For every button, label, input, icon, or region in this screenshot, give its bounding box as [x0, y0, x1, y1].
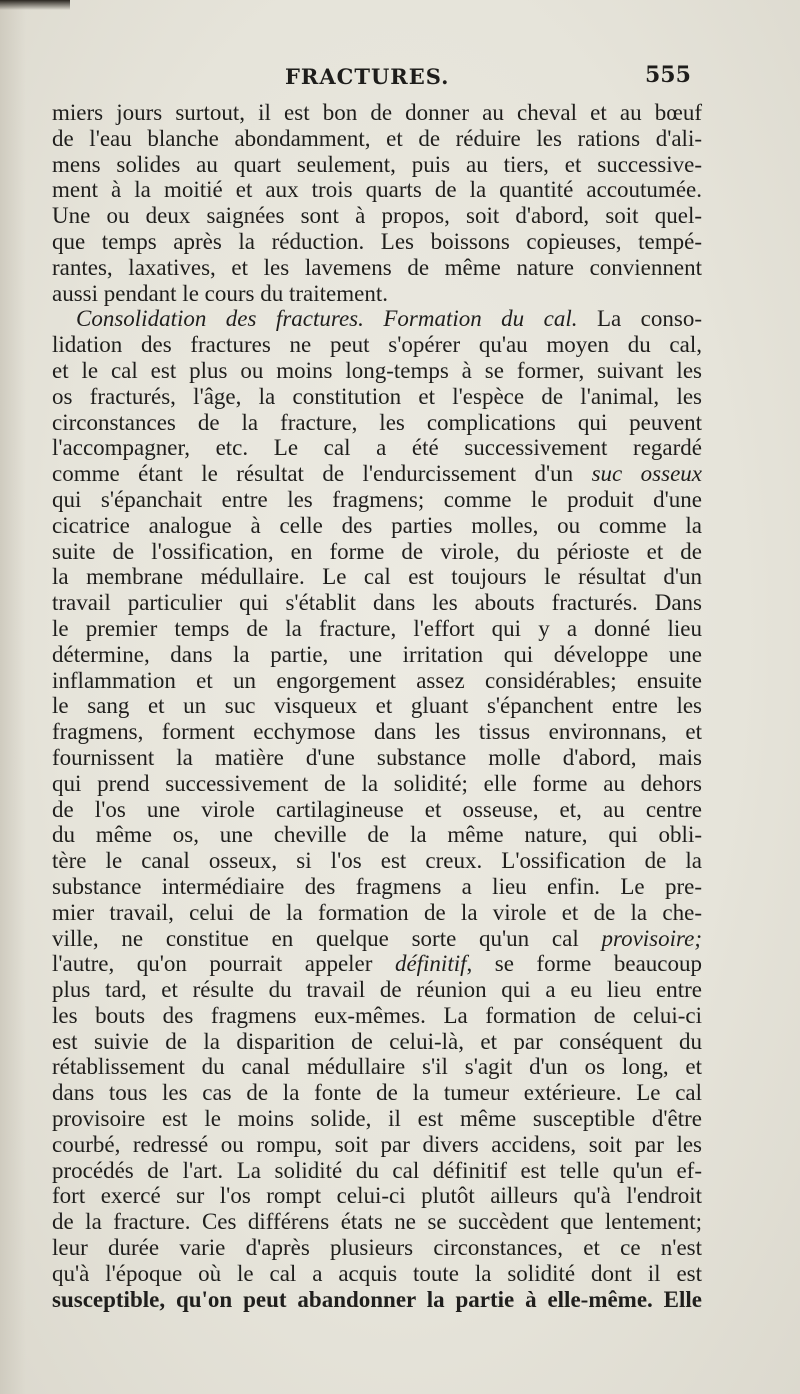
text-segment: qui prend successivement de la solidité; elle forme au dehors	[52, 770, 702, 796]
text-line	[52, 410, 702, 436]
text-segment: mens solides au quart seulement, puis au tiers, et successive-	[52, 151, 702, 177]
text-line	[52, 1132, 702, 1158]
text-line	[52, 358, 702, 384]
text-segment: rantes, laxatives, et les lavemens de même nature conviennent	[52, 254, 702, 280]
text-segment: , se forme beaucoup	[466, 951, 702, 977]
text-segment: que temps après la réduction. Les boissons copieuses, tempé-	[52, 228, 702, 254]
text-segment: suc osseux	[591, 461, 702, 487]
text-segment: rétablissement du canal médullaire s'il s'agit d'un os long, et	[52, 1054, 702, 1080]
text-line	[52, 384, 702, 410]
text-segment: ment à la moitié et aux trois quarts de la quantité accoutumée.	[52, 177, 702, 203]
page-number: 555	[645, 62, 691, 88]
text-segment: comme étant le résultat de l'endurcissement d'un	[52, 461, 592, 487]
text-line	[52, 693, 702, 719]
text-segment: susceptible, qu'on peut abandonner la partie à elle-même. Elle	[52, 1286, 702, 1312]
text-line	[52, 900, 702, 926]
text-segment: le premier temps de la fracture, l'effort qui y a donné lieu	[52, 615, 702, 641]
text-segment: cicatrice analogue à celle des parties molles, ou comme la	[52, 512, 702, 538]
text-segment: l'autre, qu'on pourrait appeler	[52, 951, 395, 977]
text-line	[52, 797, 702, 823]
text-segment: est suivie de la disparition de celui-là, et par conséquent du	[52, 1028, 702, 1054]
text-segment: courbé, redressé ou rompu, soit par divers accidens, soit par les	[52, 1131, 702, 1157]
text-segment: Consolidation des fractures. Formation du cal.	[76, 306, 578, 332]
text-line	[52, 642, 702, 668]
text-line	[52, 1054, 702, 1080]
text-segment: tère le canal osseux, si l'os est creux. L'ossification de la	[52, 848, 702, 874]
text-segment: substance intermédiaire des fragmens a lieu enfin. Le pre-	[52, 873, 702, 899]
text-segment: plus tard, et résulte du travail de réunion qui a eu lieu entre	[52, 977, 702, 1003]
text-segment: fragmens, forment ecchymose dans les tissus environnans, et	[52, 719, 702, 745]
text-segment: dans tous les cas de la fonte de la tumeur extérieure. Le cal	[52, 1080, 702, 1106]
text-line	[52, 745, 702, 771]
text-segment: provisoire;	[601, 925, 702, 951]
text-line	[52, 668, 702, 694]
text-line	[52, 564, 702, 590]
text-line	[52, 1029, 702, 1055]
text-segment: détermine, dans la partie, une irritation qui développe une	[52, 641, 702, 667]
text-line	[52, 255, 702, 281]
text-line	[52, 719, 702, 745]
text-segment: lidation des fractures ne peut s'opérer qu'au moyen du cal,	[52, 332, 702, 358]
text-segment: provisoire est le moins solide, il est même susceptible d'être	[52, 1106, 702, 1132]
text-line	[52, 1235, 702, 1261]
text-line	[52, 848, 702, 874]
text-line	[52, 152, 702, 178]
running-title: FRACTURES.	[285, 64, 450, 89]
page-corner-shadow	[0, 0, 70, 10]
text-segment: l'accompagner, etc. Le cal a été successivement regardé	[52, 435, 702, 461]
text-line	[52, 461, 702, 487]
text-segment: La conso-	[577, 306, 702, 332]
text-line	[52, 1209, 702, 1235]
text-line	[52, 590, 702, 616]
text-segment: la membrane médullaire. Le cal est toujours le résultat d'un	[52, 564, 702, 590]
text-line	[52, 100, 702, 126]
text-line	[52, 1106, 702, 1132]
text-line	[52, 229, 702, 255]
text-segment: suite de l'ossification, en forme de virole, du périoste et de	[52, 538, 702, 564]
page-gutter-shadow	[0, 0, 26, 1394]
text-line	[52, 951, 702, 977]
text-line	[52, 513, 702, 539]
text-segment: ville, ne constitue en quelque sorte qu'un cal	[52, 925, 602, 951]
body-text	[52, 100, 702, 1312]
text-line	[52, 1183, 702, 1209]
text-line	[52, 306, 702, 332]
text-segment: de l'eau blanche abondamment, et de réduire les rations d'ali-	[52, 125, 702, 151]
text-line	[52, 126, 702, 152]
page-header	[0, 58, 800, 98]
text-line	[52, 1261, 702, 1287]
text-line	[52, 977, 702, 1003]
text-line	[52, 616, 702, 642]
text-segment: travail particulier qui s'établit dans les abouts fracturés. Dans	[52, 590, 702, 616]
text-line	[52, 1080, 702, 1106]
text-segment: leur durée varie d'après plusieurs circonstances, et ce n'est	[52, 1235, 702, 1261]
text-segment: de l'os une virole cartilagineuse et osseuse, et, au centre	[52, 796, 702, 822]
text-segment: qu'à l'époque où le cal a acquis toute la solidité dont il est	[52, 1260, 702, 1286]
text-line	[52, 1287, 702, 1313]
text-segment: procédés de l'art. La solidité du cal définitif est telle qu'un ef-	[52, 1157, 702, 1183]
text-segment: le sang et un suc visqueux et gluant s'épanchent entre les	[52, 693, 702, 719]
text-segment: du même os, une cheville de la même nature, qui obli-	[52, 822, 702, 848]
text-segment: les bouts des fragmens eux-mêmes. La formation de celui-ci	[52, 1002, 702, 1028]
text-segment: définitif	[394, 951, 467, 977]
text-line	[52, 203, 702, 229]
text-line	[52, 1003, 702, 1029]
text-segment: de la fracture. Ces différens états ne se succèdent que lentement;	[52, 1209, 702, 1235]
text-line	[52, 874, 702, 900]
text-line	[52, 435, 702, 461]
text-segment: inflammation et un engorgement assez considérables; ensuite	[52, 667, 702, 693]
text-segment: et le cal est plus ou moins long-temps à se former, suivant les	[52, 357, 702, 383]
text-segment: fort exercé sur l'os rompt celui-ci plutôt ailleurs qu'à l'endroit	[52, 1183, 702, 1209]
text-segment: qui s'épanchait entre les fragmens; comme le produit d'une	[52, 486, 702, 512]
text-segment: mier travail, celui de la formation de la virole et de la che-	[52, 899, 702, 925]
text-segment: aussi pendant le cours du traitement.	[52, 280, 388, 306]
text-line	[52, 332, 702, 358]
text-line	[52, 177, 702, 203]
text-line	[52, 822, 702, 848]
text-line	[52, 487, 702, 513]
text-segment: Une ou deux saignées sont à propos, soit d'abord, soit quel-	[52, 203, 702, 229]
text-segment: circonstances de la fracture, les complications qui peuvent	[52, 409, 702, 435]
text-line	[52, 771, 702, 797]
text-segment: fournissent la matière d'une substance molle d'abord, mais	[52, 744, 702, 770]
text-line	[52, 539, 702, 565]
text-line	[52, 926, 702, 952]
text-line	[52, 1158, 702, 1184]
text-line	[52, 281, 702, 307]
text-segment: os fracturés, l'âge, la constitution et l'espèce de l'animal, les	[52, 383, 702, 409]
text-segment: miers jours surtout, il est bon de donner au cheval et au bœuf	[52, 100, 702, 125]
